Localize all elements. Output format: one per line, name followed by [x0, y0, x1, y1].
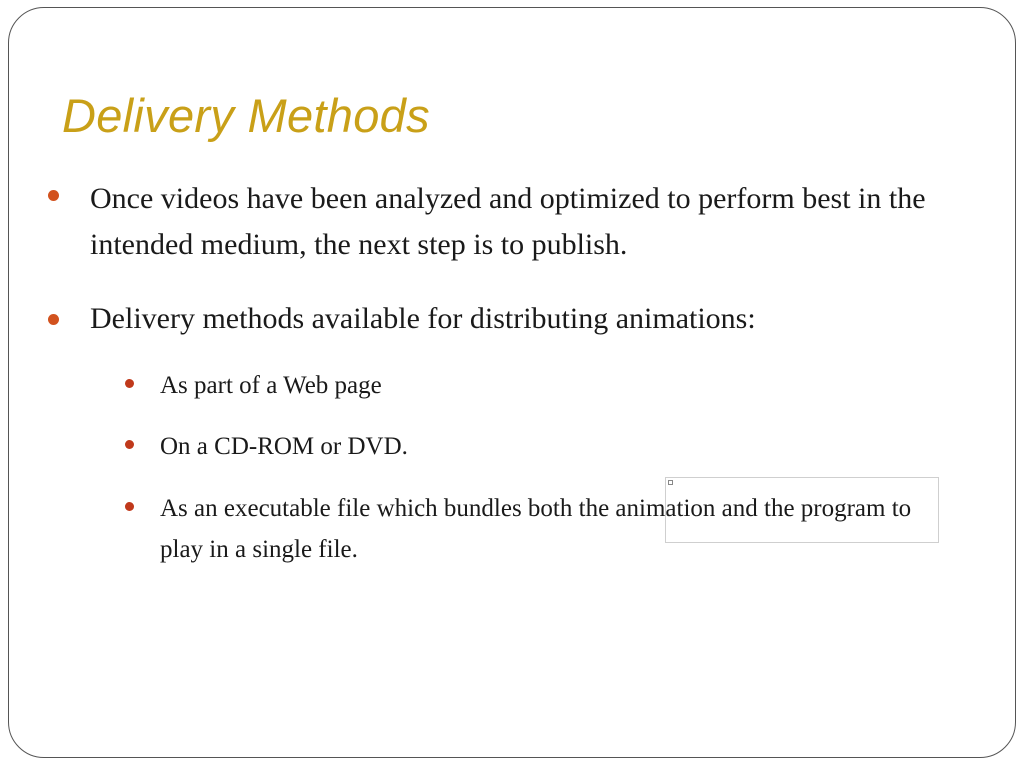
broken-image-icon: [668, 480, 673, 485]
sub-bullet-dot: [125, 502, 134, 511]
bullet-dot: [48, 314, 59, 325]
sub-bullet-text: As an executable file which bundles both the animation and the program to play in a single file.: [160, 495, 912, 563]
bullet-text: Delivery methods available for distributing animations:: [90, 302, 756, 335]
bullet-text: Once videos have been analyzed and optimized to perform best in the intended medium, the next step is to publish.: [90, 182, 926, 261]
sub-bullet-text: On a CD-ROM or DVD.: [160, 433, 408, 460]
slide-title: Delivery Methods: [62, 89, 430, 142]
sub-bullet-dot: [125, 440, 134, 449]
sub-bullet-dot: [125, 379, 134, 388]
embedded-object-placeholder[interactable]: [665, 477, 939, 543]
sub-bullet-text: As part of a Web page: [160, 372, 382, 399]
bullet-dot: [48, 190, 59, 201]
